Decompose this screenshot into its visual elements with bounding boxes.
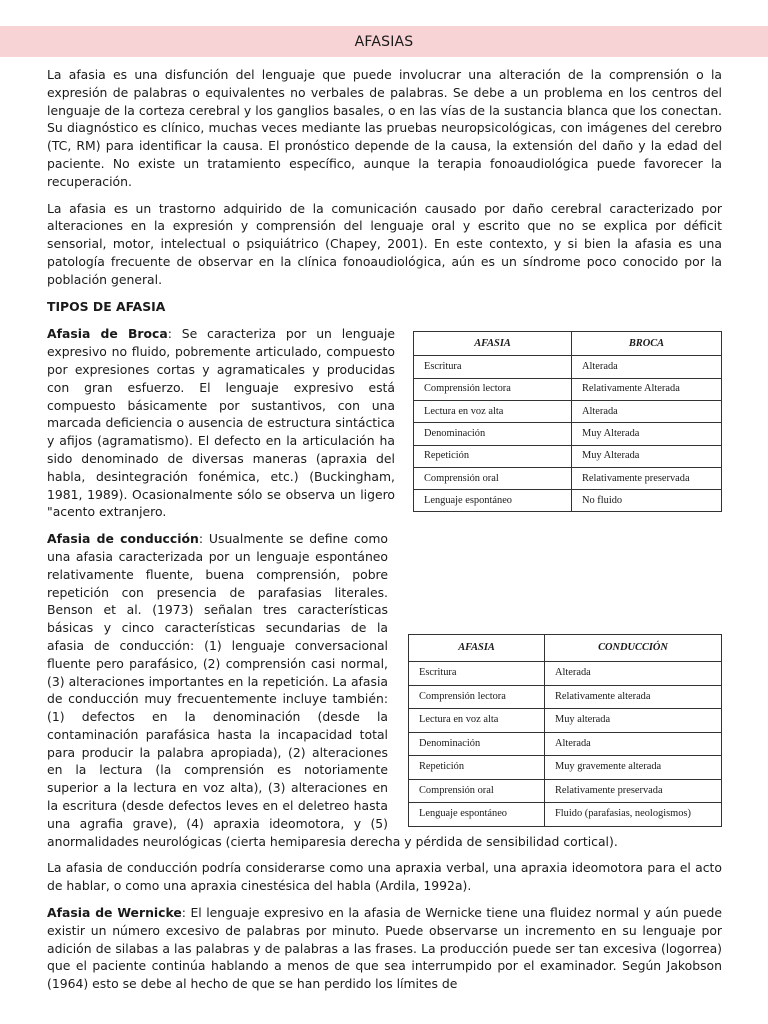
table-header-cell: CONDUCCIÓN xyxy=(545,635,722,662)
table-row xyxy=(414,356,722,378)
table-row xyxy=(414,490,722,512)
table-row xyxy=(414,467,722,489)
table-cell: Relativamente alterada xyxy=(545,685,722,709)
page-title: AFASIAS xyxy=(354,33,414,50)
wernicke-term: Afasia de Wernicke xyxy=(47,905,182,921)
broca-table xyxy=(413,331,722,512)
broca-term: Afasia de Broca xyxy=(47,326,168,342)
table-row xyxy=(409,803,722,827)
section-heading-tipos: TIPOS DE AFASIA xyxy=(47,298,166,314)
page-title-bar xyxy=(0,26,768,57)
table-header-row xyxy=(409,635,722,662)
broca-text: : Se caracteriza por un lenguaje expresivo no fluido, pobremente articulado, compuesto por expresiones cortas y agramaticales y producidas con gran esfuerzo. El lenguaje expresivo está compuesto básicamente por sustantivos, con una marcada deficiencia o ausencia de estructura sintáctica y afijos (agramatismo). El defecto en la articulación ha sido denominado de diversas maneras (apraxia del habla, desintegración fonémica, etc.) (Buckingham, 1981, 1989). Ocasionalmente sólo se observa un ligero "acento extranjero. xyxy=(47,326,396,520)
table-cell: Repetición xyxy=(414,445,572,467)
table-row xyxy=(409,756,722,780)
table-header-cell: AFASIA xyxy=(409,635,545,662)
conduccion-paragraph-2: La afasia de conducción podría considerarse como una apraxia verbal, una apraxia ideomotora para el acto de hablar, o como una apraxia cinestésica del habla (Ardila, 1992a). xyxy=(47,860,722,894)
table-cell: Comprensión oral xyxy=(409,779,545,803)
table-cell: No fluido xyxy=(572,490,722,512)
table-cell: Lectura en voz alta xyxy=(414,400,572,422)
table-row xyxy=(409,732,722,756)
table-cell: Alterada xyxy=(545,662,722,686)
table-row xyxy=(409,779,722,803)
table-cell: Alterada xyxy=(545,732,722,756)
table-row xyxy=(414,445,722,467)
table-row xyxy=(409,685,722,709)
table-row xyxy=(414,423,722,445)
table-row xyxy=(414,378,722,400)
table-cell: Alterada xyxy=(572,400,722,422)
table-cell: Repetición xyxy=(409,756,545,780)
intro-paragraph-2: La afasia es un trastorno adquirido de la comunicación causado por daño cerebral caracterizado por alteraciones en la expresión y comprensión del lenguaje oral y escrito que no se explica por déficit sensorial, motor, intelectual o psiquiátrico (Chapey, 2001). En este contexto, y si bien la afasia es una patología frecuente de observar en la clínica fonoaudiológica, aún es un síndrome poco conocido por la población general. xyxy=(47,200,722,287)
table-cell: Comprensión lectora xyxy=(409,685,545,709)
intro-paragraph-1: La afasia es una disfunción del lenguaje que puede involucrar una alteración de la comprensión o la expresión de palabras o equivalentes no verbales de palabras. Se debe a un problema en los centros del lenguaje de la corteza cerebral y los ganglios basales, o en las vías de la sustancia blanca que los conectan. Su diagnóstico es clínico, muchas veces mediante las pruebas neuropsicológicas, con imágenes del cerebro (TC, RM) para identificar la causa. El pronóstico depende de la causa, la extensión del daño y la edad del paciente. No existe un tratamiento específico, aunque la terapia fonoaudiológica puede favorecer la recuperación. xyxy=(47,67,722,189)
table-cell: Lectura en voz alta xyxy=(409,709,545,733)
document-body xyxy=(47,66,722,1002)
table-cell: Denominación xyxy=(414,423,572,445)
table-cell: Relativamente Alterada xyxy=(572,378,722,400)
table-cell: Comprensión lectora xyxy=(414,378,572,400)
table-cell: Muy Alterada xyxy=(572,423,722,445)
table-cell: Denominación xyxy=(409,732,545,756)
table-cell: Escritura xyxy=(414,356,572,378)
table-cell: Relativamente preservada xyxy=(545,779,722,803)
table-header-cell: BROCA xyxy=(572,332,722,356)
table-cell: Lenguaje espontáneo xyxy=(409,803,545,827)
conduccion-text: : Usualmente se define como una afasia caracterizada por un lenguaje espontáneo relativamente fluente, buena comprensión, pobre repetición con presencia de parafasias literales. Benson et al. (1973) señalan tres características básicas y cinco características secundarias de la afasia de conducción: (1) lenguaje conversacional fluente pero parafásico, (2) comprensión casi normal, (3) alteraciones importantes en la repetición. La afasia de conducción muy frecuentemente incluye también: (1) defectos en la denominación (desde la contaminación parafásica hasta la incapacidad total para producir la palabra apropiada), (2) alteraciones en la lectura (la comprensión es notoriamente superior a la lectura en voz alta), (3) alteraciones en la escritura (desde defectos leves en el deletreo hasta una agrafia grave), (4) apraxia ideomotora, y (5) anormalidades neurológicas (cierta hemiparesia derecha y pérdida de sensibilidad cortical). xyxy=(47,531,618,849)
table-row xyxy=(409,662,722,686)
table-header-row xyxy=(414,332,722,356)
table-cell: Fluido (parafasias, neologismos) xyxy=(545,803,722,827)
wernicke-paragraph xyxy=(47,904,722,993)
table-cell: Comprensión oral xyxy=(414,467,572,489)
table-header-cell: AFASIA xyxy=(414,332,572,356)
table-cell: Muy Alterada xyxy=(572,445,722,467)
table-cell: Escritura xyxy=(409,662,545,686)
conduccion-term: Afasia de conducción xyxy=(47,531,199,547)
table-row xyxy=(409,709,722,733)
table-cell: Muy alterada xyxy=(545,709,722,733)
conduccion-table xyxy=(408,634,722,827)
table-cell: Alterada xyxy=(572,356,722,378)
table-cell: Muy gravemente alterada xyxy=(545,756,722,780)
table-cell: Relativamente preservada xyxy=(572,467,722,489)
wernicke-text: : El lenguaje expresivo en la afasia de Wernicke tiene una fluidez normal y aún puede existir un número excesivo de palabras por minuto. Puede observarse un incremento en su lenguaje por adición de silabas a las palabras y de palabras a las frases. La producción puede ser tan excesiva (logorrea) que el paciente continúa hablando a menos de que sea interrumpido por el examinador. Según Jakobson (1964) esto se debe al hecho de que se han perdido los límites de xyxy=(47,905,722,992)
table-cell: Lenguaje espontáneo xyxy=(414,490,572,512)
table-row xyxy=(414,400,722,422)
